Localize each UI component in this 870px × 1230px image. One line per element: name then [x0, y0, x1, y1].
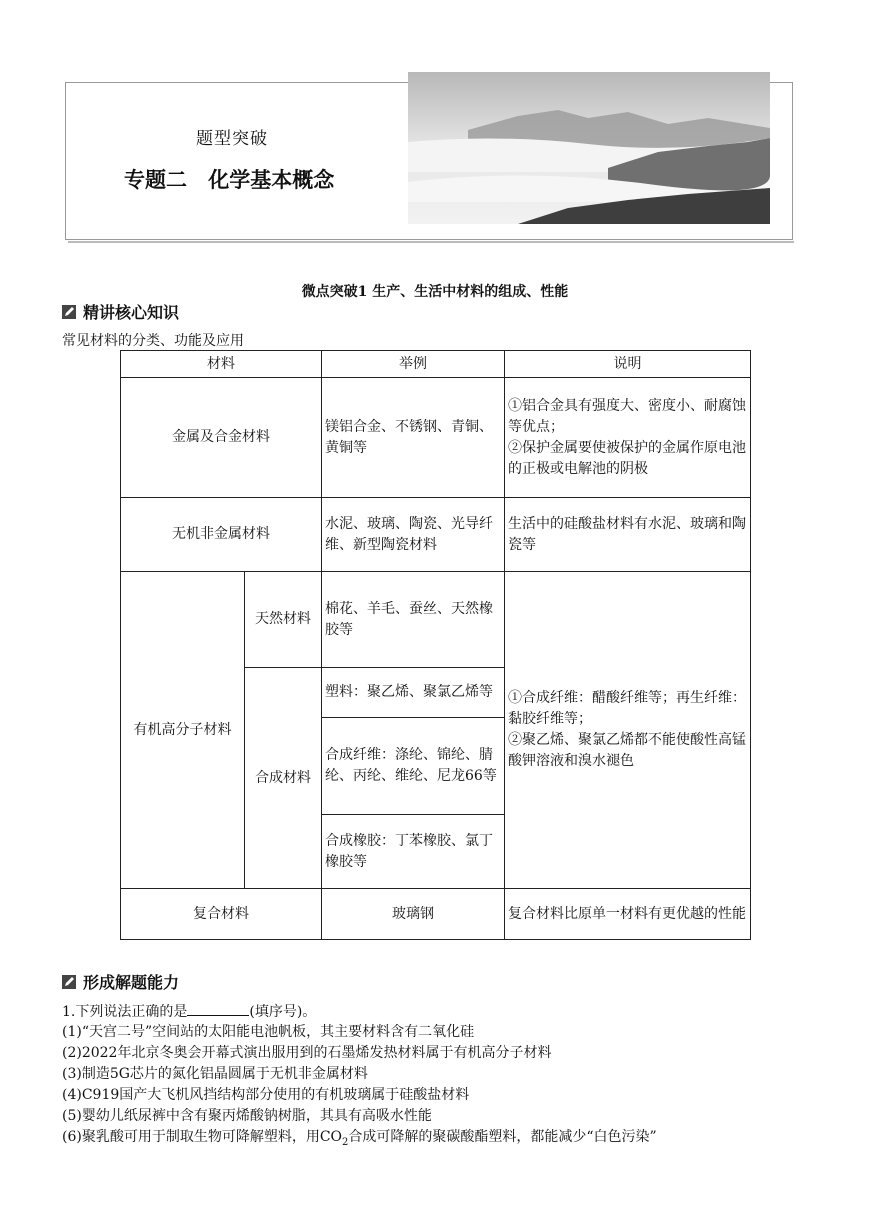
metal-note-1: ①铝合金具有强度大、密度小、耐腐蚀等优点；	[508, 397, 746, 435]
question-item-6-after: 合成可降解的聚碳酸酯塑料，都能减少“白色污染”	[348, 1129, 657, 1145]
intro-text: 常见材料的分类、功能及应用	[62, 333, 244, 349]
question-item-6-subscript: 2	[342, 1136, 349, 1148]
organic-name: 有机高分子材料	[121, 572, 245, 889]
heading-problem-solving	[62, 970, 179, 993]
organic-note-2: ②聚乙烯、聚氯乙烯都不能使酸性高锰酸钾溶液和溴水褪色	[508, 732, 746, 769]
composite-name: 复合材料	[121, 889, 322, 940]
metal-note	[505, 378, 751, 498]
synthetic-material: 合成材料	[245, 668, 322, 889]
organic-note-1: ①合成纤维：醋酸纤维等；再生纤维：黏胶纤维等；	[508, 690, 746, 727]
table-header-row	[121, 351, 751, 378]
table-row	[121, 572, 751, 668]
metal-name: 金属及合金材料	[121, 378, 322, 498]
question-item-2: (2)2022年北京冬奥会开幕式演出服用到的石墨烯发热材料属于有机高分子材料	[62, 1045, 552, 1061]
question-item-6	[62, 1127, 657, 1153]
header-material: 材料	[121, 351, 322, 378]
inorganic-example: 水泥、玻璃、陶瓷、光导纤维、新型陶瓷材料	[322, 498, 505, 572]
header-title: 专题二 化学基本概念	[124, 168, 335, 192]
plastic-example: 塑料：聚乙烯、聚氯乙烯等	[322, 668, 505, 718]
landscape-image	[408, 72, 770, 224]
answer-blank[interactable]	[187, 1001, 249, 1016]
table-row	[121, 378, 751, 498]
organic-note	[505, 572, 751, 889]
question-item-6-before: (6)聚乳酸可用于制取生物可降解塑料，用CO	[62, 1129, 343, 1145]
natural-material: 天然材料	[245, 572, 322, 668]
metal-note-2: ②保护金属要使被保护的金属作原电池的正极或电解池的阴极	[508, 439, 746, 477]
question-item-4: (4)C919国产大飞机风挡结构部分使用的有机玻璃属于硅酸盐材料	[62, 1087, 470, 1103]
question-item-3: (3)制造5G芯片的氮化铝晶圆属于无机非金属材料	[62, 1066, 368, 1082]
pencil-box-icon	[62, 975, 76, 989]
header-note: 说明	[505, 351, 751, 378]
question-item-1: (1)“天宫二号”空间站的太阳能电池帆板，其主要材料含有二氧化硅	[62, 1024, 475, 1040]
composite-note: 复合材料比原单一材料有更优越的性能	[505, 889, 751, 940]
section-title: 微点突破1 生产、生活中材料的组成、性能	[301, 284, 569, 300]
natural-example: 棉花、羊毛、蚕丝、天然橡胶等	[322, 572, 505, 668]
question-item-5: (5)婴幼儿纸尿裤中含有聚丙烯酸钠树脂，其具有高吸水性能	[62, 1108, 432, 1124]
question-stem-after: (填序号)。	[249, 1004, 317, 1020]
materials-table	[120, 350, 751, 940]
metal-example: 镁铝合金、不锈钢、青铜、黄铜等	[322, 378, 505, 498]
table-row	[121, 889, 751, 940]
inorganic-name: 无机非金属材料	[121, 498, 322, 572]
pencil-box-icon	[62, 305, 76, 319]
heading-core-knowledge	[62, 300, 179, 323]
question-stem	[62, 1001, 316, 1022]
header-subtitle: 题型突破	[196, 129, 268, 149]
question-stem-before: 1.下列说法正确的是	[62, 1004, 188, 1020]
header-example: 举例	[322, 351, 505, 378]
composite-example: 玻璃钢	[322, 889, 505, 940]
rubber-example: 合成橡胶：丁苯橡胶、氯丁橡胶等	[322, 815, 505, 889]
heading-core-knowledge-label: 精讲核心知识	[83, 303, 180, 322]
heading-problem-solving-label: 形成解题能力	[83, 973, 180, 992]
table-row	[121, 498, 751, 572]
inorganic-note: 生活中的硅酸盐材料有水泥、玻璃和陶瓷等	[505, 498, 751, 572]
fiber-example: 合成纤维：涤纶、锦纶、腈纶、丙纶、维纶、尼龙66等	[322, 718, 505, 815]
